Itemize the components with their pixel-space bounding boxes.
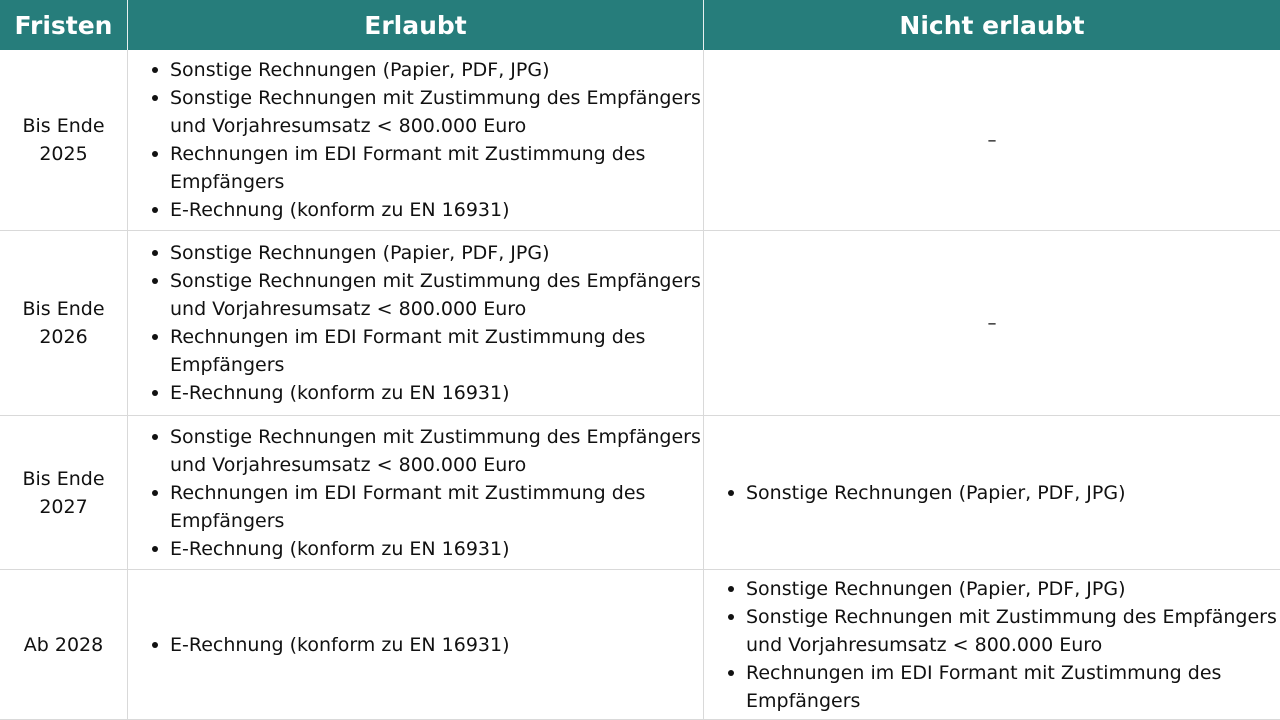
list-item: Sonstige Rechnungen (Papier, PDF, JPG) xyxy=(170,56,703,84)
header-fristen: Fristen xyxy=(0,0,128,50)
list-item: Sonstige Rechnungen (Papier, PDF, JPG) xyxy=(746,575,1280,603)
list-item: Sonstige Rechnungen mit Zustimmung des Empfängers und Vorjahresumsatz < 800.000 Euro xyxy=(170,84,703,140)
deadline-label: Bis Ende 2026 xyxy=(22,298,105,348)
allowed-list xyxy=(128,631,703,659)
list-item: E-Rechnung (konform zu EN 16931) xyxy=(170,379,703,407)
deadline-cell xyxy=(0,50,128,231)
not-allowed-cell xyxy=(704,416,1280,570)
empty-dash: – xyxy=(987,129,997,151)
list-item: E-Rechnung (konform zu EN 16931) xyxy=(170,196,703,224)
deadline-label: Bis Ende 2027 xyxy=(22,467,105,518)
not-allowed-list xyxy=(704,479,1280,507)
list-item: Sonstige Rechnungen (Papier, PDF, JPG) xyxy=(170,239,703,267)
table-row xyxy=(0,50,1280,231)
allowed-cell xyxy=(128,231,704,416)
table-header xyxy=(0,0,1280,50)
list-item: Sonstige Rechnungen (Papier, PDF, JPG) xyxy=(746,479,1280,507)
list-item: Rechnungen im EDI Formant mit Zustimmung des Empfängers xyxy=(170,479,703,535)
list-item: Rechnungen im EDI Formant mit Zustimmung des Empfängers xyxy=(746,659,1280,715)
allowed-list xyxy=(128,423,703,563)
allowed-list xyxy=(128,239,703,407)
table-row xyxy=(0,570,1280,720)
list-item: Rechnungen im EDI Formant mit Zustimmung des Empfängers xyxy=(170,140,703,196)
deadline-label: Bis Ende 2025 xyxy=(22,115,105,165)
deadline-cell xyxy=(0,231,128,416)
deadline-cell xyxy=(0,570,128,720)
header-erlaubt: Erlaubt xyxy=(128,0,704,50)
list-item: Sonstige Rechnungen mit Zustimmung des Empfängers und Vorjahresumsatz < 800.000 Euro xyxy=(746,603,1280,659)
deadline-label: Ab 2028 xyxy=(23,633,104,656)
list-item: E-Rechnung (konform zu EN 16931) xyxy=(170,631,703,659)
empty-dash: – xyxy=(987,312,997,334)
allowed-cell xyxy=(128,416,704,570)
allowed-list xyxy=(128,56,703,224)
not-allowed-list xyxy=(704,575,1280,715)
not-allowed-cell xyxy=(704,570,1280,720)
not-allowed-cell xyxy=(704,231,1280,416)
allowed-cell xyxy=(128,50,704,231)
not-allowed-cell xyxy=(704,50,1280,231)
list-item: E-Rechnung (konform zu EN 16931) xyxy=(170,535,703,563)
deadline-cell xyxy=(0,416,128,570)
table-row xyxy=(0,416,1280,570)
table-row xyxy=(0,231,1280,416)
header-nicht-erlaubt: Nicht erlaubt xyxy=(899,10,1085,40)
list-item: Rechnungen im EDI Formant mit Zustimmung des Empfängers xyxy=(170,323,703,379)
list-item: Sonstige Rechnungen mit Zustimmung des Empfängers und Vorjahresumsatz < 800.000 Euro xyxy=(170,423,703,479)
list-item: Sonstige Rechnungen mit Zustimmung des Empfängers und Vorjahresumsatz < 800.000 Euro xyxy=(170,267,703,323)
allowed-cell xyxy=(128,570,704,720)
